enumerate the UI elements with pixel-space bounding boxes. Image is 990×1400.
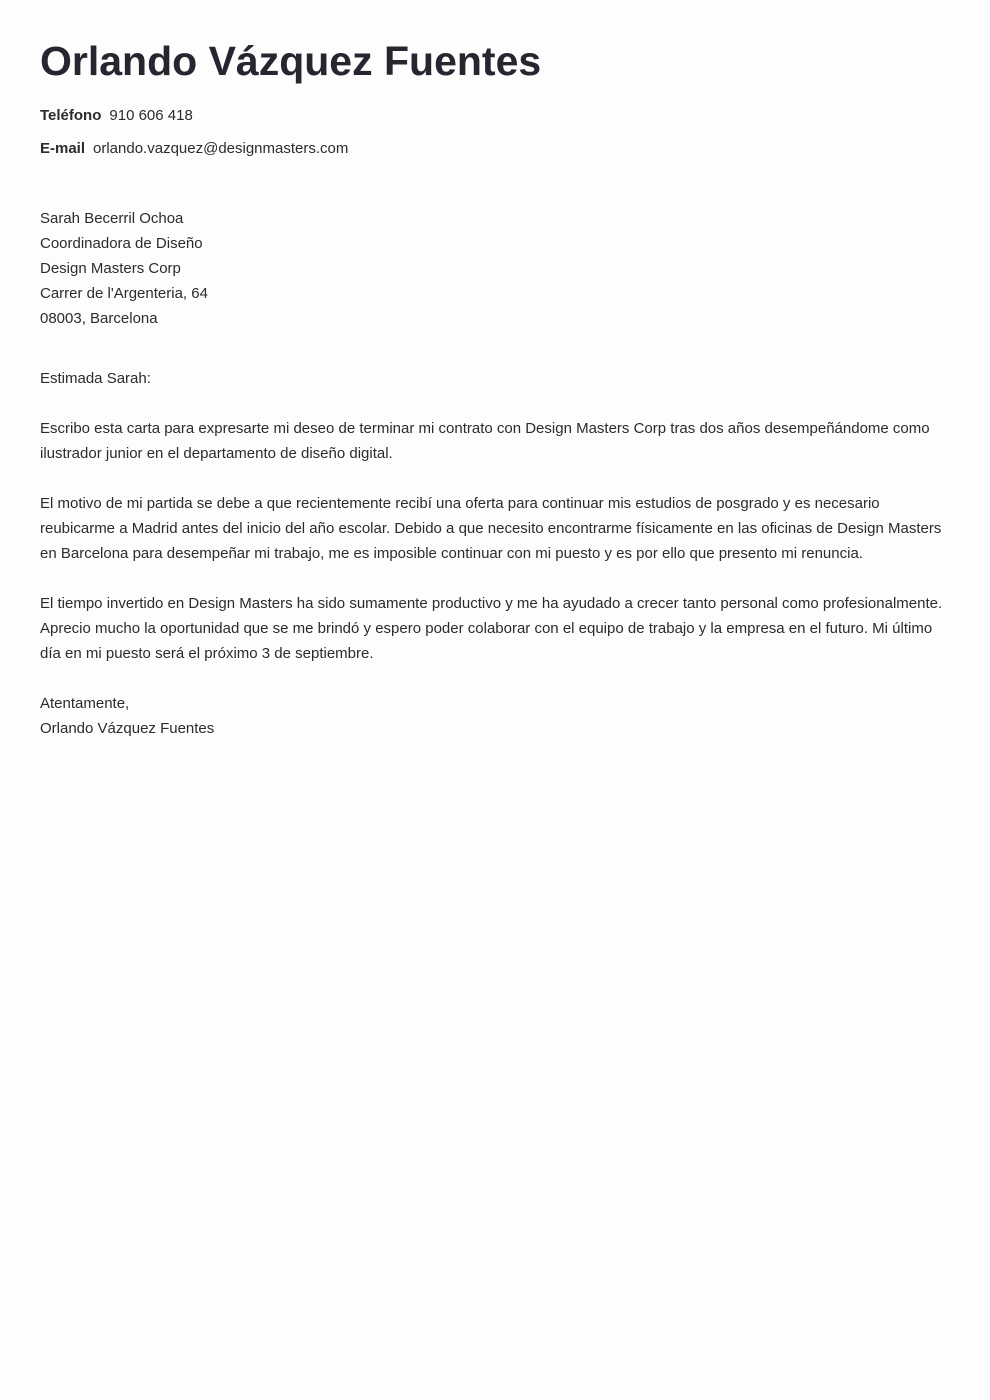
phone-row bbox=[40, 106, 193, 126]
phone-value: 910 606 418 bbox=[109, 107, 193, 124]
sender-name: Orlando Vázquez Fuentes bbox=[40, 38, 542, 84]
email-label: E-mail bbox=[40, 140, 86, 157]
recipient-title: Coordinadora de Diseño bbox=[40, 235, 203, 252]
salutation: Estimada Sarah: bbox=[40, 370, 151, 387]
body-paragraph-2: El motivo de mi partida se debe a que recientemente recibí una oferta para continuar mis estudios de posgrado y es necesario reubicarme a Madrid antes del inicio del año escolar. Debido a que necesito encontrarme físicamente en las oficinas de Design Masters en Barcelona para desempeñar mi trabajo, me es imposible continuar con mi puesto y es por ello que presento mi renuncia. bbox=[40, 495, 942, 562]
body-paragraph-3: El tiempo invertido en Design Masters ha sido sumamente productivo y me ha ayudado a crecer tanto personal como profesionalmente. Aprecio mucho la oportunidad que se me brindó y espero poder colaborar con el equipo de trabajo y la empresa en el futuro. Mi último día en mi puesto será el próximo 3 de septiembre. bbox=[40, 595, 943, 662]
phone-label: Teléfono bbox=[40, 107, 102, 124]
closing: Atentamente, bbox=[40, 695, 130, 712]
body-paragraph-1: Escribo esta carta para expresarte mi deseo de terminar mi contrato con Design Masters Corp tras dos años desempeñándome como ilustrador junior en el departamento de diseño digital. bbox=[40, 420, 930, 462]
email-value: orlando.vazquez@designmasters.com bbox=[93, 140, 349, 157]
email-row bbox=[40, 139, 348, 159]
recipient-block bbox=[40, 206, 208, 331]
signature-name: Orlando Vázquez Fuentes bbox=[40, 720, 215, 737]
recipient-city: 08003, Barcelona bbox=[40, 310, 158, 327]
recipient-company: Design Masters Corp bbox=[40, 260, 181, 277]
recipient-street: Carrer de l'Argenteria, 64 bbox=[40, 285, 208, 302]
recipient-name: Sarah Becerril Ochoa bbox=[40, 210, 184, 227]
